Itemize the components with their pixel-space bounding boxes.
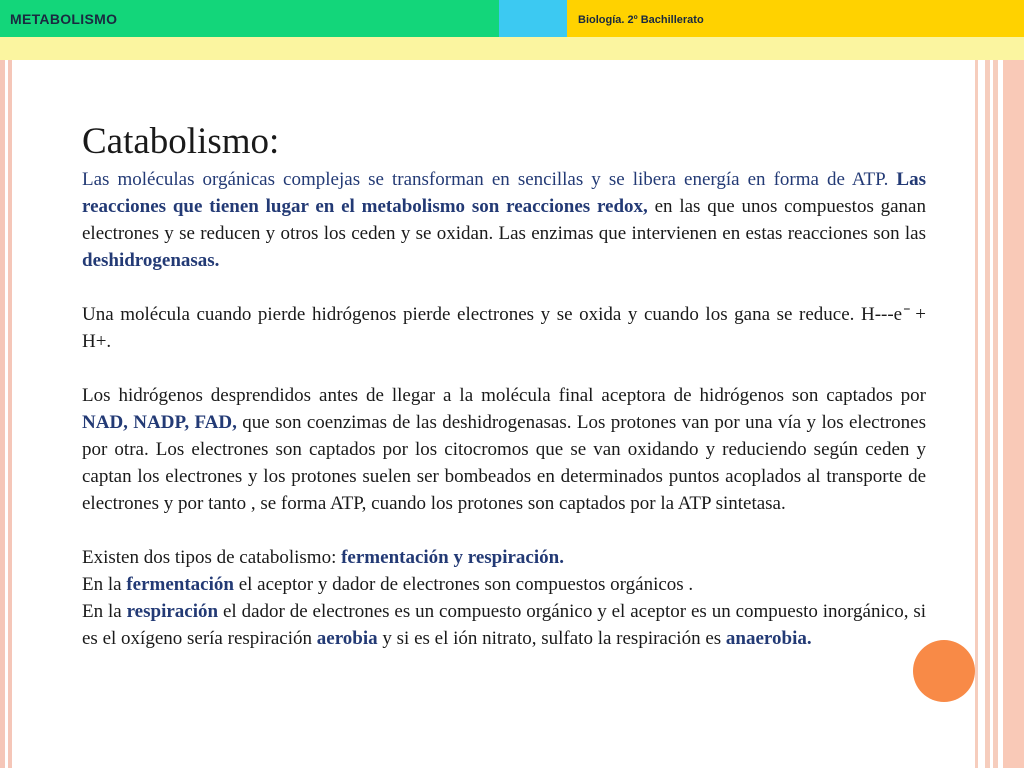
p1-redox-highlight: Las reacciones que tienen lugar en el metabolismo son reacciones redox,: [82, 169, 926, 217]
p1-intro: Las moléculas orgánicas complejas se transforman en sencillas y se libera energía en forma de ATP.: [82, 169, 889, 190]
orange-circle-decoration: [913, 640, 975, 702]
paragraph-4: [82, 544, 926, 571]
right-decorative-stripe: [985, 60, 990, 768]
slide-body: [82, 166, 926, 652]
p6-aerobia: aerobia: [316, 628, 378, 649]
p6-text: En la: [82, 601, 122, 622]
p6-anaerobia: anaerobia.: [725, 628, 812, 649]
p3-text: Los hidrógenos desprendidos antes de llegar a la molécula final aceptora de hidrógenos son captados por: [82, 385, 926, 406]
p6-end: y si es el ión nitrato, sulfato la respiración es: [382, 628, 722, 649]
header-subtitle: Biología. 2º Bachillerato: [578, 14, 704, 26]
header-cyan-block: [499, 0, 567, 37]
p1-text: en las que unos compuestos ganan electrones y se reducen y otros los ceden y se oxidan. Las enzimas que intervienen en estas reacciones son las: [82, 196, 926, 244]
p5-rest: el aceptor y dador de electrones son compuestos orgánicos .: [238, 574, 694, 595]
p6-middle: el dador de electrones es un compuesto orgánico y el aceptor es un compuesto inorgánico, si es el oxígeno sería respiración: [82, 601, 926, 649]
p4-types: fermentación y respiración.: [341, 547, 564, 568]
paragraph-5: [82, 571, 926, 598]
p4-text: Existen dos tipos de catabolismo:: [82, 547, 337, 568]
p5-fermentacion: fermentación: [126, 574, 234, 595]
p5-text: En la: [82, 574, 122, 595]
right-decorative-line: [975, 60, 978, 768]
paragraph-3: [82, 382, 926, 517]
paragraph-6: [82, 598, 926, 652]
p3-rest: que son coenzimas de las deshidrogenasas. Los protones van por una vía y los electrones por otra. Los electrones son captados por los citocromos que se van oxidando y reduciendo según ceden y captan los electrones y los protones suelen ser bombeados en determinados puntos acoplados al transporte de electrones y por tanto , se forma ATP, cuando los protones son captados por la ATP sintetasa.: [82, 412, 927, 514]
slide-title: Catabolismo:: [82, 121, 280, 162]
paragraph-2: Una molécula cuando pierde hidrógenos pierde electrones y se oxida y cuando los gana se reduce. H---e ̄ + H+.: [82, 304, 926, 352]
left-decorative-stripe: [0, 60, 5, 768]
left-decorative-stripe: [8, 60, 12, 768]
right-decorative-stripe: [993, 60, 998, 768]
p1-deshidrogenasas: deshidrogenasas.: [82, 250, 220, 271]
header-title: METABOLISMO: [10, 11, 118, 27]
p3-coenzymes: NAD, NADP, FAD,: [82, 412, 237, 433]
right-decorative-stripe: [1003, 60, 1024, 768]
header-band: [0, 37, 1024, 60]
paragraph-1: [82, 166, 926, 274]
p6-respiracion: respiración: [126, 601, 219, 622]
